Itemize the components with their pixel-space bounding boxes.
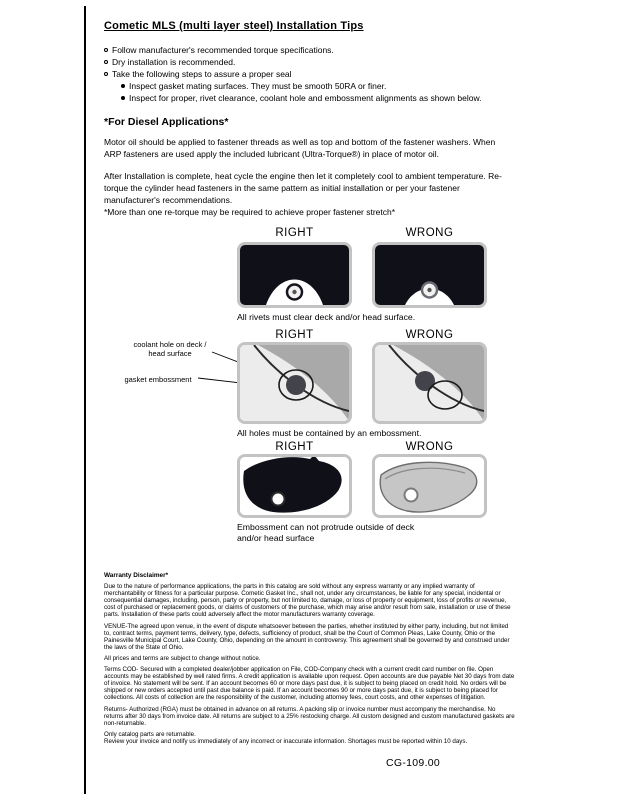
installation-tips-list (104, 44, 481, 104)
caption-rivets: All rivets must clear deck and/or head surface. (237, 312, 416, 322)
tip-sub-item (121, 80, 481, 92)
legal-paragraph: Only catalog parts are returnable. (104, 730, 196, 738)
filled-bullet-icon (121, 96, 125, 100)
page-number: CG-109.00 (386, 757, 441, 769)
rivet-right-drawing (240, 245, 349, 305)
open-bullet-icon (104, 72, 108, 76)
protrusion-right-drawing (240, 457, 349, 515)
tip-text: Inspect gasket mating surfaces. They must be smooth 50RA or finer. (129, 81, 387, 91)
legal-paragraph: Returns- Authorized (RGA) must be obtained in advance on all returns. A packing slip or invoice number must accompany the merchandise. No returns after 30 days from invoice date. All returns are subject to a 25% restocking charge. All custom designed and custom manufactured gaskets are non-returnable. (104, 705, 515, 727)
diagram-protrusion-right (237, 454, 352, 518)
gasket-embossment-annotation: gasket embossment (124, 375, 192, 384)
diesel-paragraph-2: After Installation is complete, heat cycle the engine then let it completely cool to ambient temperature. Re-torque the cylinder head fasteners in the same pattern as initial installation or per your fastener manufacturer's recommendations. (104, 171, 502, 205)
protrusion-wrong-drawing (375, 457, 484, 515)
legal-paragraph: Review your invoice and notify us immediately of any incorrect or inaccurate information. Shortages must be reported within 10 days. (104, 737, 468, 745)
right-label-row3: RIGHT (275, 441, 314, 453)
diesel-applications-heading: *For Diesel Applications* (104, 116, 229, 128)
diagram-embossment-wrong (372, 342, 487, 424)
rivet-wrong-drawing (375, 245, 484, 305)
page-edge-rule (84, 6, 86, 794)
open-bullet-icon (104, 60, 108, 64)
embossment-right-drawing (240, 345, 349, 421)
legal-section (104, 572, 516, 749)
embossment-wrong-drawing (375, 345, 484, 421)
diagram-rivet-right (237, 242, 352, 308)
diagram-embossment-right (237, 342, 352, 424)
tip-sub-item (121, 92, 481, 104)
right-label-row2: RIGHT (275, 329, 314, 341)
tip-text: Follow manufacturer's recommended torque specifications. (112, 45, 334, 55)
diesel-paragraph-1: Motor oil should be applied to fastener threads as well as top and bottom of the fastener washers. When ARP fasteners are used apply the included lubricant (Ultra-Torque®) in place of motor oil. (104, 137, 496, 159)
retorque-note: *More than one re-torque may be required to achieve proper fastener stretch* (104, 207, 396, 217)
wrong-label-row3: WRONG (405, 441, 454, 453)
diagram-rivet-wrong (372, 242, 487, 308)
coolant-hole-annotation: coolant hole on deck / head surface (133, 340, 207, 358)
legal-paragraph: VENUE-The agreed upon venue, in the event of dispute whatsoever between the parties, whether instituted by either party, including, but not limited to, contract terms, payment terms, delivery, type, defects, sufficiency of product, shall be the Court of Common Pleas, Lake County, Ohio or the Painesville Municipal Court, Lake County, Ohio, depending on the amount in controversy. This agreement shall be governed by and construed under the laws of the State of Ohio. (104, 622, 510, 651)
wrong-label-row1: WRONG (405, 227, 454, 239)
wrong-label-row2: WRONG (405, 329, 454, 341)
legal-paragraph: All prices and terms are subject to change without notice. (104, 654, 261, 662)
caption-holes: All holes must be contained by an embossment. (237, 428, 422, 438)
legal-paragraph: Terms COD- Secured with a completed dealer/jobber application on File, COD-Company check with a current credit card number on file. Open accounts may be established by well rated firms. A credit application is available upon request. Open accounts are due payable Net 30 days from date of invoice. No statement will be sent. If an account becomes 60 or more days past due, it is subject to being placed on credit hold. No orders will be shipped or new orders accepted until past due balance is paid. If an account becomes 90 or more days past due, it is subject to being placed for collections. All costs of collection are the responsibility of the customer, including attorney fees, court costs, and other expenses of litigation. (104, 666, 515, 702)
caption-protrusion: Embossment can not protrude outside of deck and/or head surface (237, 522, 415, 543)
tip-text: Take the following steps to assure a proper seal (112, 69, 292, 79)
legal-paragraph: Due to the nature of performance applications, the parts in this catalog are sold without any express warranty or any implied warranty of merchantability or fitness for a particular purpose. Cometic Gasket Inc., shall not, under any circumstances, be liable for any special, incidental or consequential damages, including, person, party or property, but not limited to, damage, or loss of property or equipment, loss of profits or revenue, cost of purchased or replacement goods, or claims of customers of the purchase, which may arise and/or result from sale, installation or use of these parts. Installation of these parts could adversely affect the motor manufacturers warranty coverage. (104, 583, 511, 619)
tip-item (104, 56, 481, 68)
tip-item (104, 44, 481, 56)
page-title: Cometic MLS (multi layer steel) Installation Tips (104, 20, 364, 32)
tip-text: Inspect for proper, rivet clearance, coolant hole and embossment alignments as shown below. (129, 93, 482, 103)
warranty-disclaimer-heading: Warranty Disclaimer* (104, 572, 169, 579)
filled-bullet-icon (121, 84, 125, 88)
right-label-row1: RIGHT (275, 227, 314, 239)
tip-text: Dry installation is recommended. (112, 57, 236, 67)
tip-item (104, 68, 481, 80)
diagram-protrusion-wrong (372, 454, 487, 518)
open-bullet-icon (104, 48, 108, 52)
